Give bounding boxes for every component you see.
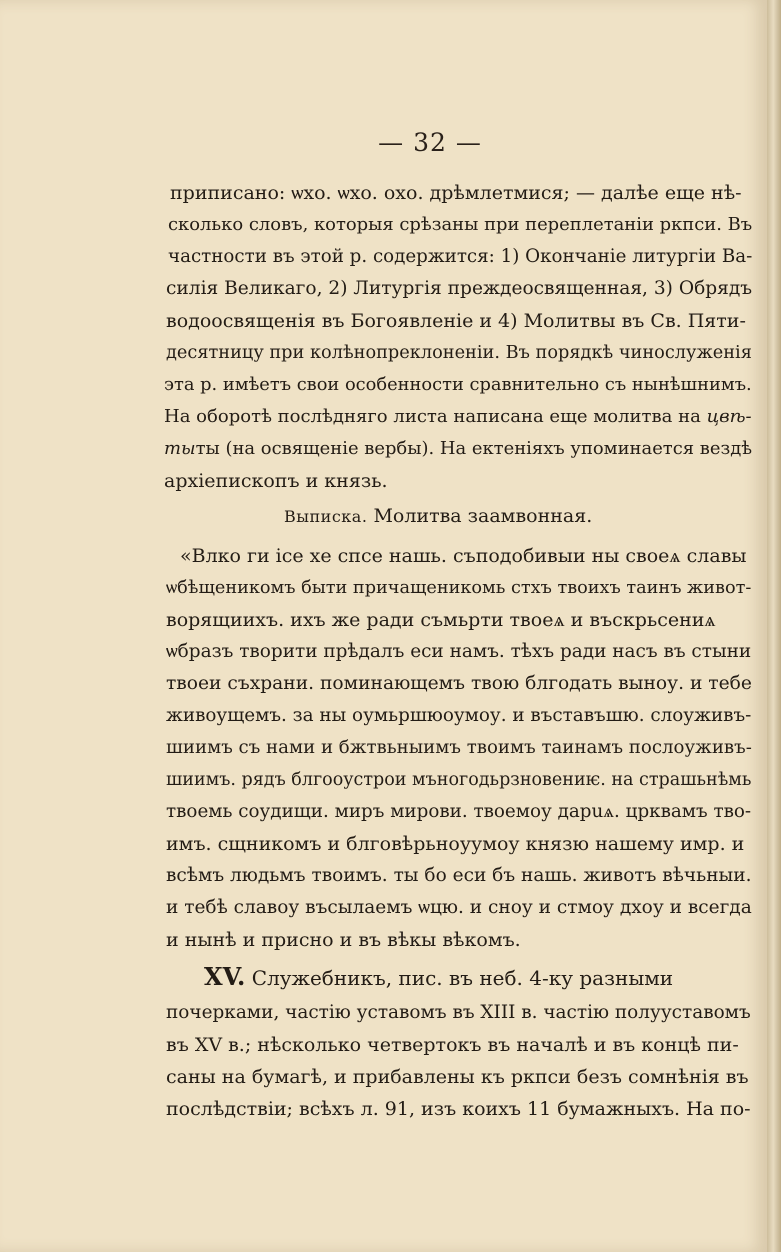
quote-line: ворящиихъ. ихъ же ради съмьрти твоеѧ и въскрьсениѧ (166, 609, 716, 631)
text-line: послѣдствіи; всѣхъ л. 91, изъ коихъ 11 бумажныхъ. На по- (166, 1098, 751, 1120)
text-line: водоосвященія въ Богоявленіе и 4) Молитвы въ Св. Пяти- (166, 310, 746, 332)
text-segment: ты (на освященіе вербы). На ектеніяхъ упоминается вездѣ (195, 438, 753, 459)
quote-line: твоеи съхрани. поминающемъ твою блгодать выноу. и тебе (166, 673, 752, 694)
text-line: сколько словъ, которыя срѣзаны при переплетаніи ркпси. Въ (168, 214, 753, 235)
section-title: Служебникъ, пис. въ неб. 4-ку разными (245, 966, 674, 990)
text-segment: На оборотѣ послѣдняго листа написана еще молитва на (164, 406, 707, 427)
quote-line: имъ. сщникомъ и блговѣрьноуумоу князю нашему имр. и (166, 833, 745, 855)
quote-line: всѣмъ людьмъ твоимъ. ты бо еси бъ нашь. животъ вѣчьныи. (166, 865, 752, 886)
italic-word: ты (164, 438, 196, 459)
text-line: приписано: ѡхо. ѡхо. охо. дрѣмлетмися; — далѣе еще нѣ- (170, 182, 742, 204)
quote-line: ѡбразъ творити прѣдалъ еси намъ. тѣхъ ради насъ въ стыни (166, 641, 752, 662)
book-binding-edge (767, 0, 781, 1252)
quote-line: твоемь соудищи. миръ мирови. твоемоу дарuѧ. црквамъ тво- (166, 801, 752, 822)
section-heading-line (204, 962, 674, 991)
caption-label: Выписка. (284, 507, 368, 526)
text-line: частности въ этой р. содержится: 1) Окончаніе литургіи Ва- (168, 246, 753, 267)
section-number: XV. (204, 962, 246, 991)
text-line: въ XV в.; нѣсколько четвертокъ въ началѣ и въ концѣ пи- (166, 1034, 739, 1056)
text-line: силія Великаго, 2) Литургія преждеосвященная, 3) Обрядъ (166, 278, 753, 299)
text-line: почерками, частію уставомъ въ XIII в. частію полууставомъ (166, 1002, 751, 1023)
quote-line: и нынѣ и присно и въ вѣкы вѣкомъ. (166, 929, 521, 951)
italic-word: цвѣ- (706, 406, 752, 427)
page-number: — 32 — (378, 128, 482, 157)
quote-line: и тебѣ славоу въсылаемъ ѡцю. и сноу и стмоу дхоу и всегда (166, 897, 752, 918)
quote-line: шиимъ съ нами и бжтвьныимъ твоимъ таинамъ послоуживъ- (166, 737, 752, 758)
text-line (164, 437, 752, 461)
quote-line: живоущемъ. за ны оумьршюоумоу. и въставъшю. слоуживъ- (166, 705, 752, 726)
text-line: эта р. имѣетъ свои особенности сравнительно съ нынѣшнимъ. (164, 374, 752, 395)
quote-line: ѡбѣщеникомъ быти причащеникомь стхъ твоихъ таинъ живот- (166, 578, 752, 598)
quote-line: шиимъ. рядъ блгооустрои мъногодьрзновениѥ. на страшьнѣмь (166, 770, 752, 790)
excerpt-caption (284, 505, 592, 527)
text-line (164, 405, 752, 429)
text-line: десятницу при колѣнопреклоненіи. Въ порядкѣ чинослуженія (166, 343, 752, 363)
quote-line: «Влко ги ісе хе спсе нашь. съподобивыи ны своеѧ славы (180, 545, 747, 567)
text-line: саны на бумагѣ, и прибавлены къ ркпси безъ сомнѣнія въ (166, 1066, 749, 1088)
caption-title: Молитва заамвонная. (373, 505, 593, 527)
text-line: архіепископъ и князь. (164, 470, 388, 492)
